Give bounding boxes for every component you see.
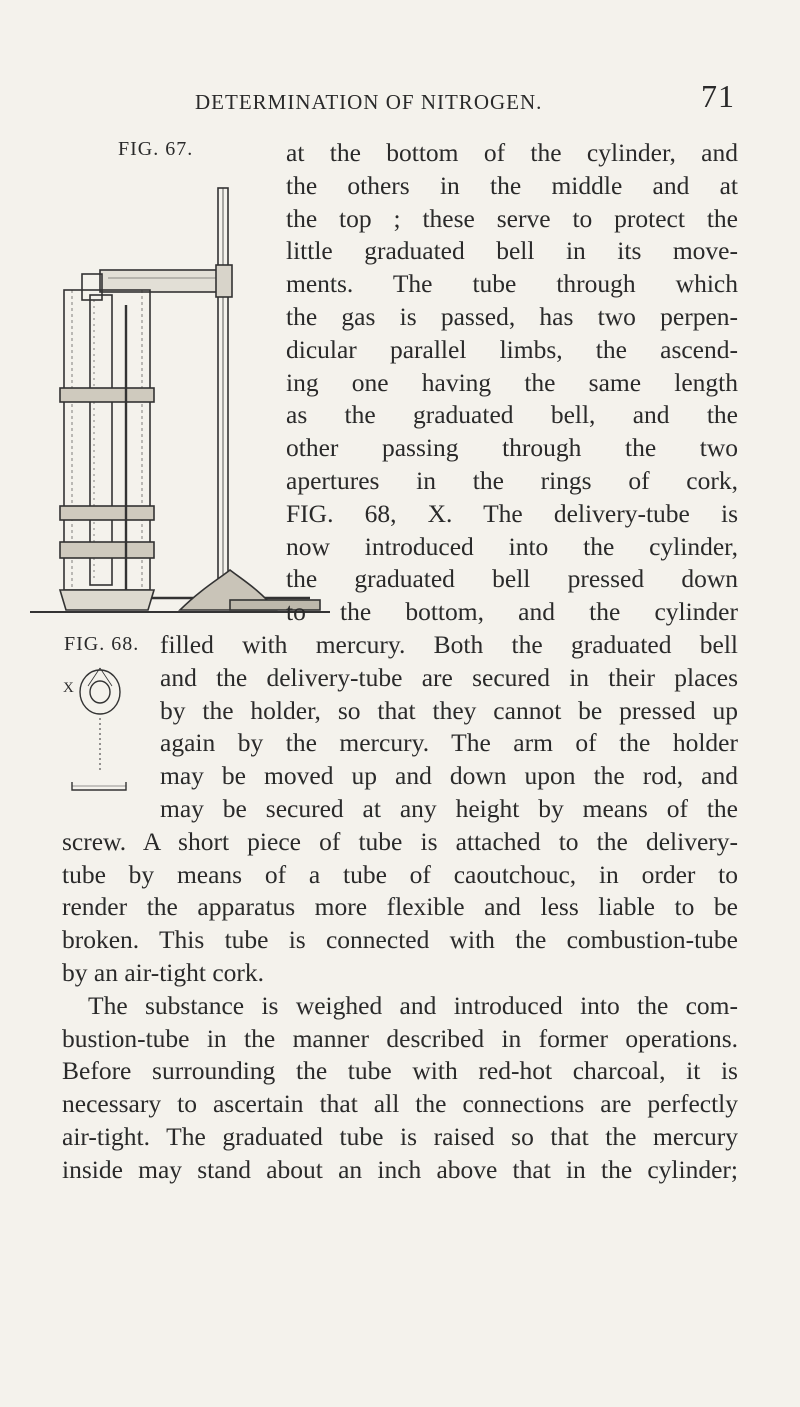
text-line: now introduced into the cylinder, — [286, 531, 738, 561]
text-line: and the delivery-tube are secured in their places — [160, 662, 738, 692]
text-line: the gas is passed, has two perpen- — [286, 302, 738, 331]
text-line: dicular parallel limbs, the ascend- — [286, 334, 738, 364]
text-line: Before surrounding the tube with red-hot charcoal, it is — [62, 1056, 738, 1086]
text-line: filled with mercury. Both the graduated bell — [160, 630, 738, 659]
text-line: little graduated bell in its move- — [286, 236, 738, 266]
text-line: the graduated bell pressed down — [286, 564, 738, 594]
text-line: apertures in the rings of cork, — [286, 466, 738, 495]
text-line: may be moved up and down upon the rod, and — [160, 761, 738, 791]
text-line: may be secured at any height by means of the — [160, 794, 738, 823]
text-line: by the holder, so that they cannot be pressed up — [160, 695, 738, 725]
text-line: other passing through the two — [286, 433, 738, 463]
text-line: ing one having the same length — [286, 367, 738, 397]
text-line: the top ; these serve to protect the — [286, 203, 738, 233]
fig-68-label: FIG. 68. — [64, 633, 140, 655]
text-line: ments. The tube through which — [286, 269, 738, 299]
text-line: render the apparatus more flexible and less liable to be — [62, 892, 738, 922]
text-line: tube by means of a tube of caoutchouc, in order to — [62, 859, 738, 889]
fig-68-marker: X — [63, 680, 74, 696]
text-line: air-tight. The graduated tube is raised so that the mercury — [62, 1122, 738, 1151]
fig-67-label: FIG. 67. — [118, 138, 194, 160]
text-line: screw. A short piece of tube is attached to the delivery- — [62, 826, 738, 856]
running-title: DETERMINATION OF NITROGEN. — [195, 90, 543, 114]
text-line: FIG. 68, X. The delivery-tube is — [286, 498, 738, 528]
text-line: necessary to ascertain that all the connections are perfectly — [62, 1089, 738, 1119]
text-line: by an air-tight cork. — [62, 958, 265, 987]
text-line: broken. This tube is connected with the combustion-tube — [62, 925, 738, 955]
text-line: again by the mercury. The arm of the holder — [160, 728, 738, 758]
text-line: the others in the middle and at — [286, 170, 738, 200]
text-line: as the graduated bell, and the — [286, 400, 738, 430]
text-line: bustion-tube in the manner described in former operations. — [62, 1023, 738, 1053]
text-line: inside may stand about an inch above that in the cylinder; — [62, 1154, 738, 1184]
text-line: The substance is weighed and introduced into the com- — [88, 990, 738, 1020]
text-line: at the bottom of the cylinder, and — [286, 138, 738, 167]
text-line: to the bottom, and the cylinder — [286, 597, 738, 627]
page-number: 71 — [701, 78, 735, 114]
